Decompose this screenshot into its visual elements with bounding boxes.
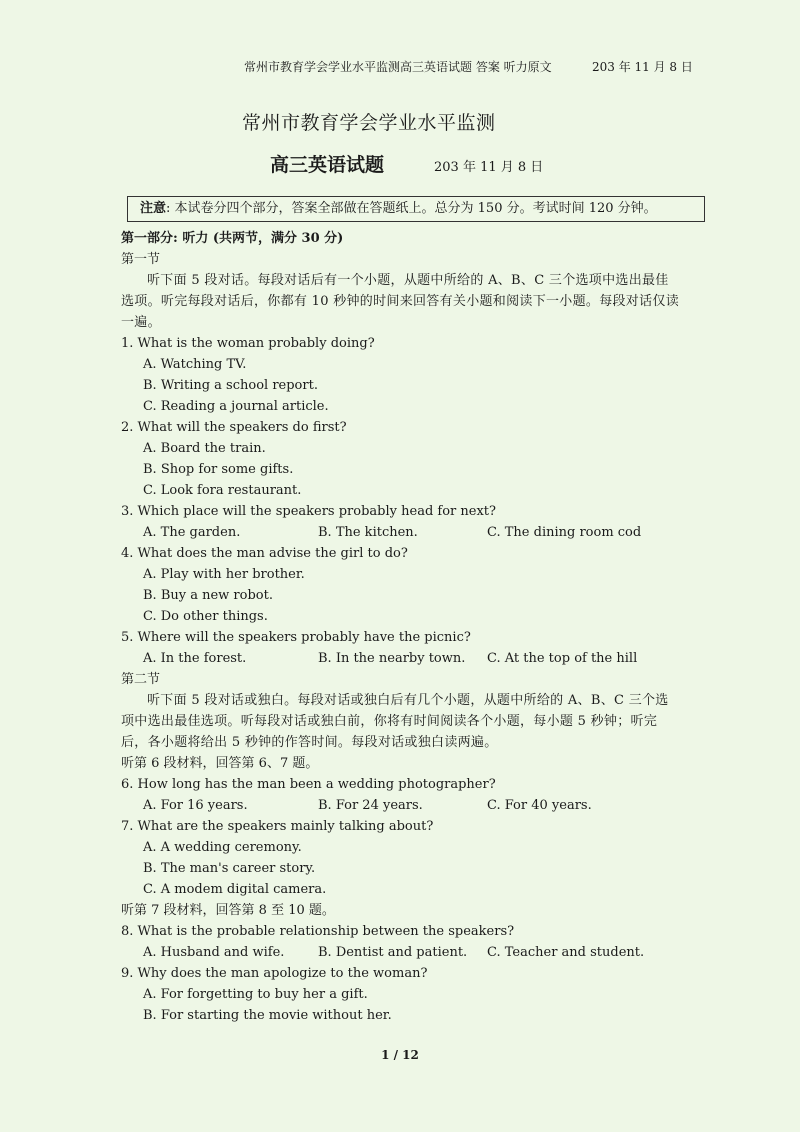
notice-text: : 本试卷分四个部分，答案全部做在答题纸上。总分为 150 分。考试时间 120 分钟。 <box>166 201 657 216</box>
running-header-date: 203 年 11 月 8 日 <box>592 60 693 74</box>
material-6-instruction: 听第 6 段材料，回答第 6、7 题。 <box>121 756 319 771</box>
exam-title: 高三英语试题 <box>270 154 385 176</box>
exam-content <box>121 228 681 1026</box>
question-stem: 8. What is the probable relationship between the speakers? <box>121 924 515 939</box>
option-a: A. A wedding ceremony. <box>143 840 302 855</box>
option-b: B. Shop for some gifts. <box>143 462 294 477</box>
question-stem: 9. Why does the man apologize to the woman? <box>121 966 428 981</box>
option-c: C. A modem digital camera. <box>143 882 327 897</box>
section2-label: 第二节 <box>121 672 161 687</box>
option-c: C. Look fora restaurant. <box>143 483 302 498</box>
question-stem: 2. What will the speakers do first? <box>121 420 347 435</box>
question-stem: 7. What are the speakers mainly talking about? <box>121 819 434 834</box>
options-row <box>121 795 681 816</box>
question-stem: 3. Which place will the speakers probably head for next? <box>121 504 496 519</box>
option-a: A. Board the train. <box>143 441 266 456</box>
option-c: C. Teacher and student. <box>487 945 645 960</box>
option-a: A. Husband and wife. <box>143 945 285 960</box>
section1-instructions: 听下面 5 段对话。每段对话后有一个小题，从题中所给的 A、B、C 三个选项中选出最佳选项。听完每段对话后，你都有 10 秒钟的时间来回答有关小题和阅读下一小题。每段对话仅读一遍。 <box>121 273 680 330</box>
options-row <box>121 942 681 963</box>
option-b: B. Writing a school report. <box>143 378 318 393</box>
question-stem: 4. What does the man advise the girl to do? <box>121 546 408 561</box>
question-stem: 5. Where will the speakers probably have the picnic? <box>121 630 471 645</box>
option-c: C. Reading a journal article. <box>143 399 329 414</box>
option-b: B. For starting the movie without her. <box>143 1008 392 1023</box>
options-row <box>121 522 681 543</box>
option-b: B. For 24 years. <box>318 798 423 813</box>
option-b: B. Dentist and patient. <box>318 945 468 960</box>
running-header-text: 常州市教育学会学业水平监测高三英语试题 答案 听力原文 <box>244 60 552 74</box>
option-c: C. At the top of the hill <box>487 651 638 666</box>
option-c: C. Do other things. <box>143 609 268 624</box>
notice-label: 注意 <box>140 201 167 216</box>
option-b: B. The man's career story. <box>143 861 316 876</box>
option-a: A. In the forest. <box>143 651 247 666</box>
option-a: A. Play with her brother. <box>143 567 305 582</box>
question-stem: 6. How long has the man been a wedding photographer? <box>121 777 496 792</box>
options-row <box>121 648 681 669</box>
option-b: B. The kitchen. <box>318 525 418 540</box>
exam-date: 203 年 11 月 8 日 <box>434 160 544 175</box>
notice-box <box>127 196 705 222</box>
option-c: C. The dining room cod <box>487 525 642 540</box>
option-a: A. For 16 years. <box>143 798 248 813</box>
option-b: B. In the nearby town. <box>318 651 466 666</box>
material-7-instruction: 听第 7 段材料，回答第 8 至 10 题。 <box>121 903 335 918</box>
option-a: A. Watching TV. <box>143 357 247 372</box>
page-number: 1 / 12 <box>381 1048 419 1062</box>
question-stem: 1. What is the woman probably doing? <box>121 336 375 351</box>
option-a: A. For forgetting to buy her a gift. <box>143 987 368 1002</box>
section1-label: 第一节 <box>121 252 161 267</box>
option-b: B. Buy a new robot. <box>143 588 273 603</box>
option-a: A. The garden. <box>143 525 241 540</box>
option-c: C. For 40 years. <box>487 798 592 813</box>
section2-instructions: 听下面 5 段对话或独白。每段对话或独白后有几个小题，从题中所给的 A、B、C 三个选项中选出最佳选项。听每段对话或独白前，你将有时间阅读各个小题，每小题 5 秒钟；听完后，各小题将给出 5 秒钟的作答时间。每段对话或独白读两遍。 <box>121 693 669 750</box>
document-title: 常州市教育学会学业水平监测 <box>242 112 496 134</box>
part1-heading: 第一部分: 听力 (共两节，满分 30 分) <box>121 231 344 246</box>
